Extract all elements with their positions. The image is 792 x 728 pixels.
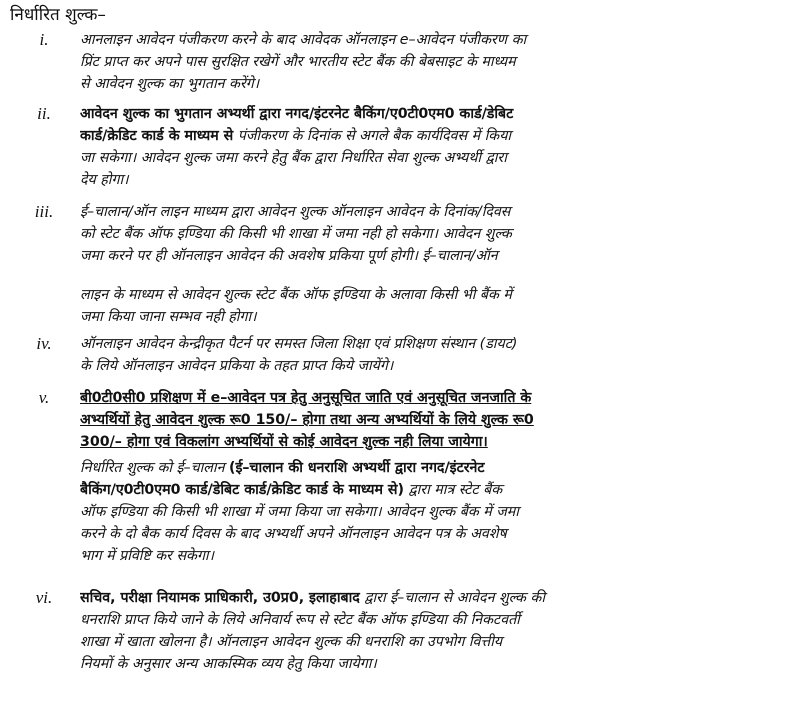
item-number: ii.	[37, 104, 51, 123]
text-line: देय होगा।	[80, 172, 129, 188]
text-line: जमा किया जाना सम्भव नही होगा।	[80, 309, 257, 325]
bold-text: (ई–चालान की धनराशि अभ्यर्थी द्वारा नगद/इंटरनेट	[228, 460, 485, 476]
italic-text: द्वारा मात्र स्टेट बैंक	[403, 482, 503, 498]
bold-text: आवेदन शुल्क का भुगतान अभ्यर्थी द्वारा नगद/इंटरनेट बैकिंग/ए0टी0एम0 कार्ड/डेबिट	[80, 106, 514, 122]
text-line	[80, 388, 772, 408]
item-number: i.	[39, 30, 49, 49]
text-line: से आवेदन शुल्क का भुगतान करेंगे।	[80, 76, 260, 92]
item-number: v.	[38, 388, 50, 407]
text-line: नियमों के अनुसार अन्य आकस्मिक व्यय हेतु किया जायेगा।	[80, 656, 377, 672]
bold-text: सचिव, परीक्षा नियामक प्राधिकारी, उ0प्र0, इलाहाबाद	[80, 590, 360, 606]
text-line	[80, 588, 772, 608]
text-line: प्रिंट प्राप्त कर अपने पास सुरक्षित रखेगें और भारतीय स्टेट बैंक की बेबसाइट के माध्यम	[80, 54, 516, 70]
text-line: के लिये ऑनलाइन आवेदन प्रकिया के तहत प्राप्त किये जायेंगे।	[80, 358, 394, 374]
italic-text: पंजीकरण के दिनांक से अगले बैक कार्यदिवस में किया	[233, 128, 512, 144]
italic-text: द्वारा ई–चालान से आवेदन शुल्क की	[359, 590, 545, 606]
item-number: vi.	[35, 588, 53, 607]
text-line	[80, 126, 772, 146]
text-line: करने के दो बैक कार्य दिवस के बाद अभ्यर्थी अपने ऑनलाइन आवेदन पत्र के अवशेष	[80, 526, 507, 542]
item-number: iv.	[36, 334, 52, 353]
text-line: ई–चालान/ऑन लाइन माध्यम द्वारा आवेदन शुल्क ऑनलाइन आवेदन के दिनांक/दिवस	[80, 204, 511, 220]
bold-underlined-text: अभ्यर्थियों हेतु आवेदन शुल्क रू0 150/– होगा तथा अन्य अभ्यर्थियों के लिये शुल्क रू0	[80, 412, 534, 428]
text-line: भाग में प्रविष्टि कर सकेगा।	[80, 548, 214, 564]
text-line: शाखा में खाता खोलना है। ऑनलाइन आवेदन शुल्क की धनराशि का उपभोग वित्तीय	[80, 634, 503, 650]
text-line: ऑनलाइन आवेदन केन्द्रीकृत पैटर्न पर समस्त जिला शिक्षा एवं प्रशिक्षण संस्थान (डायट)	[80, 336, 518, 352]
bold-text: बैकिंग/ए0टी0एम0 कार्ड/डेबिट कार्ड/क्रेडिट कार्ड के माध्यम से)	[80, 482, 404, 498]
bold-text: कार्ड/क्रेडिट कार्ड के माध्यम से	[80, 128, 234, 144]
text-line: लाइन के माध्यम से आवेदन शुल्क स्टेट बैंक ऑफ इण्डिया के अलावा किसी भी बैंक में	[80, 287, 512, 303]
text-line: को स्टेट बैंक ऑफ इण्डिया की किसी भी शाखा में जमा नही हो सकेगा। आवेदन शुल्क	[80, 226, 512, 242]
section-heading: निर्धारित शुल्क–	[10, 5, 106, 25]
text-line: ऑफ इण्डिया की किसी भी शाखा में जमा किया जा सकेगा। आवेदन शुल्क बैंक में जमा	[80, 504, 519, 520]
item-number: iii.	[34, 202, 54, 221]
text-line	[80, 104, 772, 124]
text-line	[80, 458, 772, 478]
text-line	[80, 480, 772, 500]
text-line: आनलाइन आवेदन पंजीकरण करने के बाद आवेदक ऑनलाइन e–आवेदन पंजीकरण का	[80, 32, 527, 48]
italic-text: निर्धारित शुल्क को ई–चालान	[80, 460, 229, 476]
text-line: जा सकेगा। आवेदन शुल्क जमा करने हेतु बैंक द्वारा निर्धारित सेवा शुल्क अभ्यर्थी द्वारा	[80, 150, 507, 166]
bold-underlined-text: 300/– होगा एवं विकलांग अभ्यर्थियों से कोई आवेदन शुल्क नही लिया जायेगा।	[80, 434, 488, 450]
text-line	[80, 410, 772, 430]
text-line: जमा करने पर ही ऑनलाइन आवेदन की अवशेष प्रकिया पूर्ण होगी। ई–चालान/ऑन	[80, 248, 498, 264]
text-line: धनराशि प्राप्त किये जाने के लिये अनिवार्य रूप से स्टेट बैंक ऑफ इण्डिया की निकटवर्ती	[80, 612, 520, 628]
text-line	[80, 432, 772, 452]
bold-underlined-text: बी0टी0सी0 प्रशिक्षण में e–आवेदन पत्र हेतु अनुसूचित जाति एवं अनुसूचित जनजाति के	[80, 390, 532, 406]
